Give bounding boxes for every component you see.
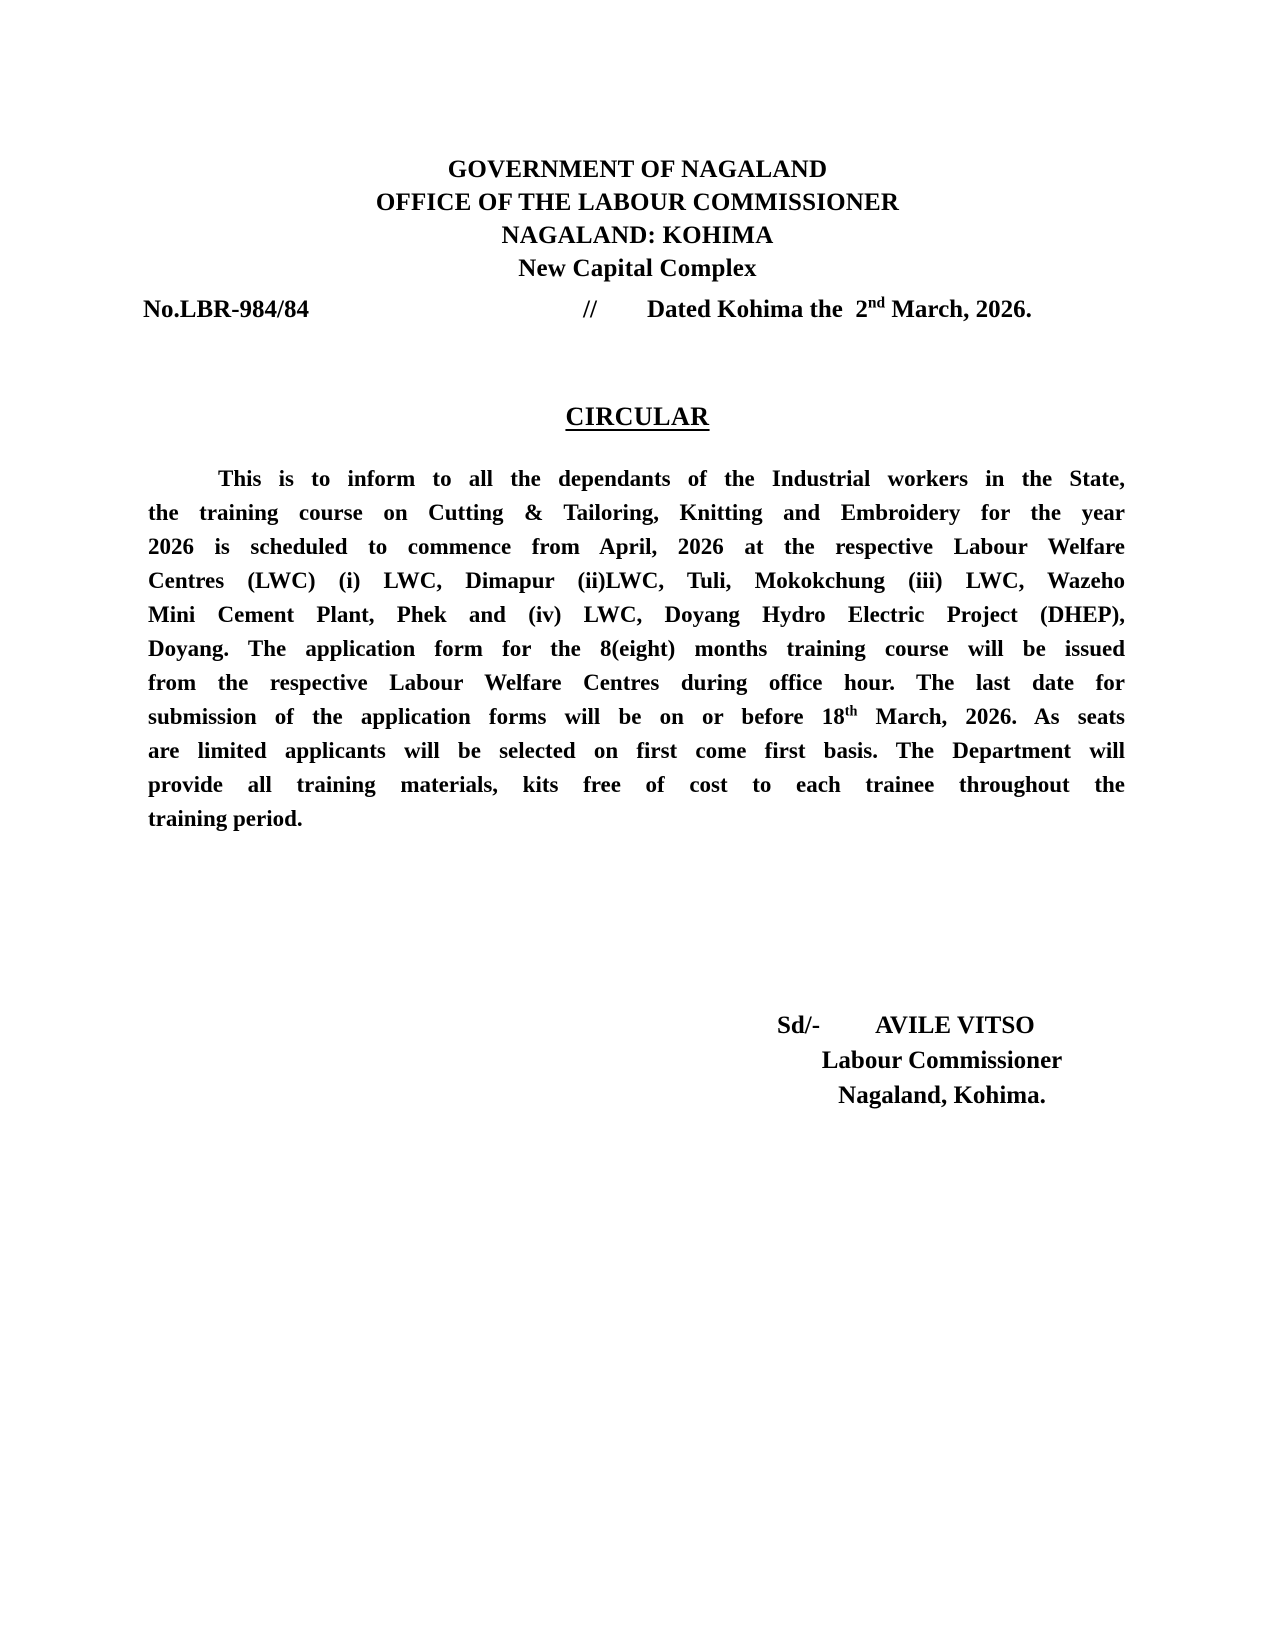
body-line: from the respective Labour Welfare Centres during office hour. The last date for: [148, 670, 1125, 695]
body-line: 2026 is scheduled to commence from April, 2026 at the respective Labour Welfare: [148, 534, 1125, 559]
body-line: submission of the application forms will be on or before 18th March, 2026. As seats: [148, 703, 1125, 729]
body-line: Centres (LWC) (i) LWC, Dimapur (ii)LWC, Tuli, Mokokchung (iii) LWC, Wazeho: [148, 568, 1125, 593]
body-line: provide all training materials, kits free of cost to each trainee throughout the: [148, 772, 1125, 797]
letterhead-location-line: NAGALAND: KOHIMA: [501, 222, 774, 249]
letterhead: [150, 153, 1125, 285]
letterhead-complex-line: New Capital Complex: [518, 255, 757, 282]
signature-row: [777, 1008, 1107, 1043]
body-line: the training course on Cutting & Tailoring, Knitting and Embroidery for the year: [148, 500, 1125, 525]
reference-line: [143, 293, 1125, 327]
document-title: CIRCULAR: [565, 402, 710, 431]
signature-sd-label: Sd/-: [777, 1012, 821, 1039]
signatory-name: AVILE VITSO: [875, 1012, 1035, 1039]
signatory-designation: Labour Commissioner: [821, 1047, 1063, 1074]
reference-date: Dated Kohima the 2nd March, 2026.: [647, 294, 1032, 323]
body-line: are limited applicants will be selected on first come first basis. The Department will: [148, 738, 1125, 763]
body-line: Mini Cement Plant, Phek and (iv) LWC, Doyang Hydro Electric Project (DHEP),: [148, 602, 1125, 627]
body-line: Doyang. The application form for the 8(eight) months training course will be issued: [148, 636, 1125, 661]
signature-block: [777, 1008, 1107, 1113]
body-line: This is to inform to all the dependants of the Industrial workers in the State,: [218, 466, 1125, 491]
letterhead-government-line: GOVERNMENT OF NAGALAND: [447, 156, 828, 183]
body-line: training period.: [148, 806, 303, 831]
letterhead-office-line: OFFICE OF THE LABOUR COMMISSIONER: [375, 189, 900, 216]
reference-separator: //: [583, 296, 597, 323]
reference-number: No.LBR-984/84: [143, 296, 309, 323]
body-paragraph: [148, 462, 1125, 836]
signatory-place: Nagaland, Kohima.: [838, 1082, 1046, 1109]
